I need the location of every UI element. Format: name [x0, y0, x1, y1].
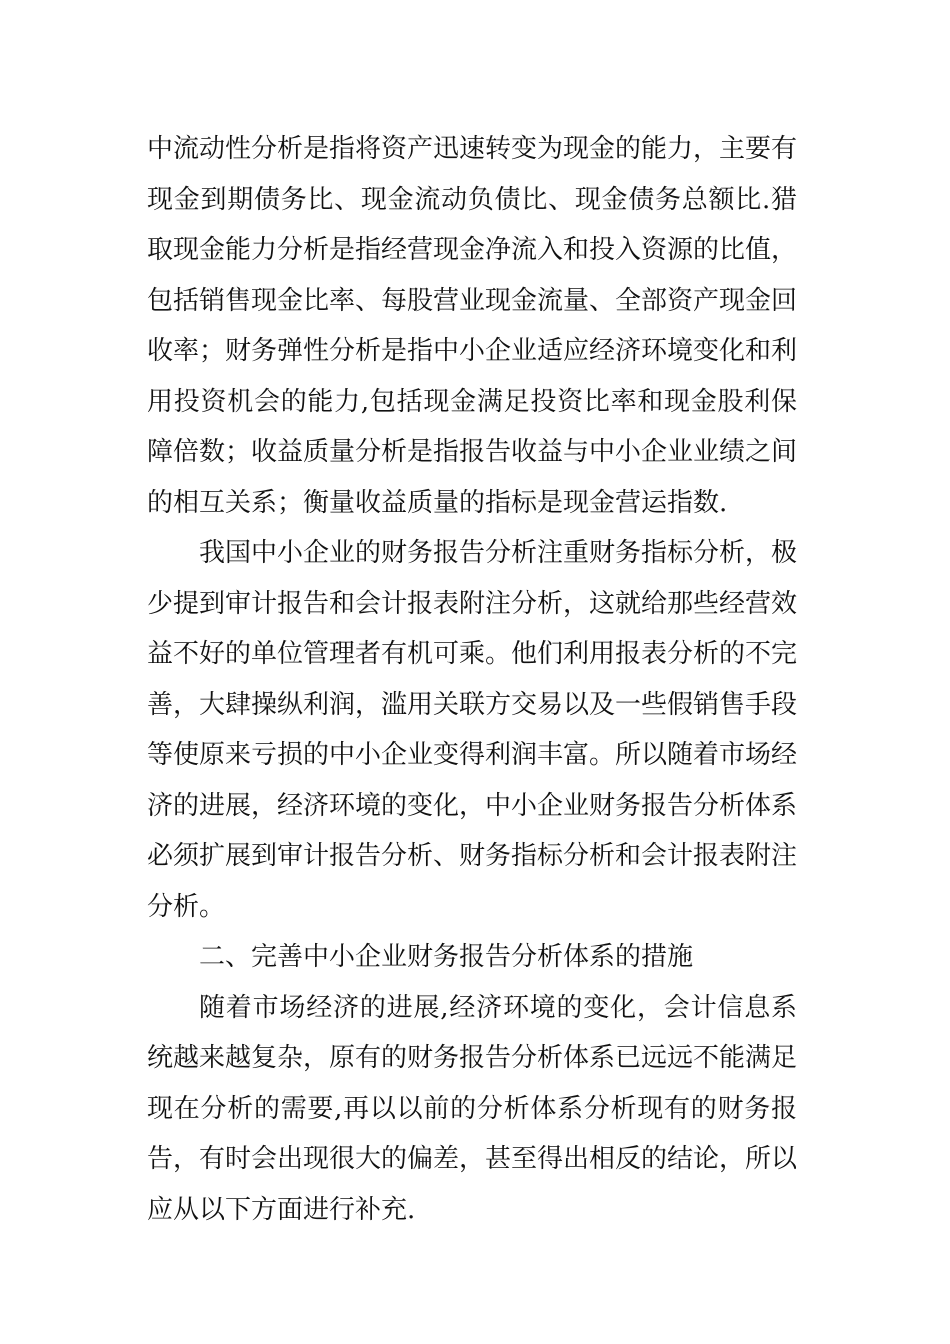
paragraph-body: 我国中小企业的财务报告分析注重财务指标分析，极少提到审计报告和会计报表附注分析，这就给那些经营效益不好的单位管理者有机可乘。他们利用报表分析的不完善，大肆操纵利润，滥用关联方交易以及一些假销售手段等使原来亏损的中小企业变得利润丰富。所以随着市场经济的进展，经济环境的变化，中小企业财务报告分析体系必须扩展到审计报告分析、财务指标分析和会计报表附注分析。 — [147, 538, 798, 922]
paragraph-continuation: 中流动性分析是指将资产迅速转变为现金的能力，主要有现金到期债务比、现金流动负债比、现金债务总额比.猎取现金能力分析是指经营现金净流入和投入资源的比值，包括销售现金比率、每股营业现金流量、全部资产现金回收率；财务弹性分析是指中小企业适应经济环境变化和利用投资机会的能力,包括现金满足投资比率和现金股利保障倍数；收益质量分析是指报告收益与中小企业业绩之间的相互关系；衡量收益质量的指标是现金营运指数. — [147, 134, 798, 518]
document-body — [147, 124, 797, 1235]
paragraph-body: 随着市场经济的进展,经济环境的变化，会计信息系统越来越复杂，原有的财务报告分析体系已远远不能满足现在分析的需要,再以以前的分析体系分析现有的财务报告，有时会出现很大的偏差，甚至得出相反的结论，所以应从以下方面进行补充. — [147, 992, 798, 1225]
section-heading: 二、完善中小企业财务报告分析体系的措施 — [199, 942, 694, 972]
